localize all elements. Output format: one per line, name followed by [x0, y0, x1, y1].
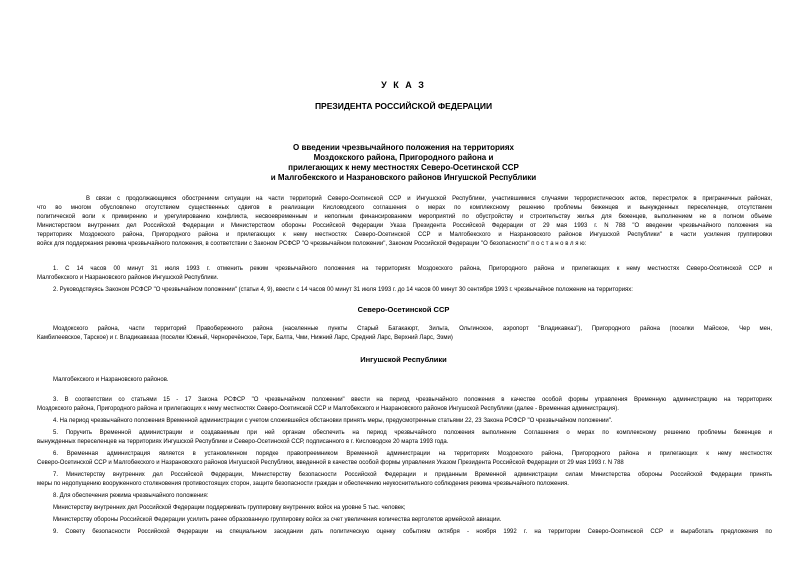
section-heading-north-ossetia: Северо-Осетинской ССР: [357, 305, 450, 314]
text-line: войск для поддержания режима чрезвычайного положения, в соответствии с Законом РСФСР "О чрезвычайном положении", Законом Российской Федерации "О безопасности" п о с т а н о в л я ю:: [37, 241, 587, 247]
text-line: 5. Поручить Временной администрации и создаваемым при ней органам обеспечить на период чрезвычайного положения выполнение Соглашения о мерах по комплексному решению проблемы беженцев и: [53, 430, 772, 436]
text-line: Министерству внутренних дел Российской Федерации поддерживать группировку внутренних войск на уровне 5 тыс. человек;: [53, 505, 406, 511]
ingushetia-territories: Малгобекского и Назрановского районов.: [53, 377, 169, 383]
section-heading-ingushetia: Ингушской Республики: [360, 355, 447, 364]
clause-9: 9. Совету безопасности Российской Федерации на специальном заседании дать политическую оценку событиям октября - ноября 1992 г. на территории Северо-Осетинской ССР и выработать предложения по: [53, 529, 772, 535]
title-line: О введении чрезвычайного положения на территориях: [293, 143, 514, 152]
title-line: прилегающих к нему местностях Северо-Осетинской ССР: [288, 163, 519, 172]
title-line: и Малгобекского и Назрановского районов Ингушской Республики: [270, 173, 537, 182]
text-line: В связи с продолжающимся обострением ситуации на части территорий Северо-Осетинской ССР и Ингушской Республики, участившимися случаями террористических актов, перестрелок в приграничных районах,: [86, 196, 772, 202]
text-line: что во многом обусловлено отсутствием существенных сдвигов в реализации Кисловодского соглашения о мерах по комплексному решению проблемы беженцев и вынужденных переселенцев, отсутствием: [37, 205, 772, 211]
clause-4: 4. На период чрезвычайного положения Временной администрации с учетом сложившейся обстановки принять меры, предусмотренные статьями 22, 23 Закона РСФСР "О чрезвычайном положении".: [53, 418, 613, 424]
title-line: Моздокского района, Пригородного района и: [313, 153, 494, 162]
text-line: Северо-Осетинской ССР и Малгобекского и Назрановского районов Ингушской Республики, введенной в качестве особой формы управления Указом Президента Российской Федерации от 29 мая 1993 г. N 788: [37, 460, 624, 466]
text-line: политической воли к примирению и урегулированию конфликта, несвоевременным и неполным финансированием мероприятий по обустройству и строительству жилья для беженцев, выполнением не в полном объеме: [37, 214, 772, 220]
text-line: 6. Временная администрация является в установленном порядке правопреемником Временной администрации на территориях Моздокского района, Пригородного района и прилегающих к нему местностях: [53, 451, 772, 457]
text-line: Малгобекского и Назрановского районов Ингушской Республики.: [37, 275, 219, 281]
text-line: Моздокского района, части территорий Правобережного района (населенные пункты Старый Батакаюрт, Зильга, Ольгинское, аэропорт "Владикавказ"), Пригородного района (поселки Майское, Чер мен,: [53, 326, 772, 332]
text-line: меры по недопущению вооруженного столкновения противостоящих сторон, защите безопасности граждан и обеспечению неукоснительного соблюдения режима чрезвычайного положения.: [37, 481, 569, 487]
text-line: 1. С 14 часов 00 минут 31 июля 1993 г. отменить режим чрезвычайного положения на территориях Моздокского района, Пригородного района и прилегающих к нему местностях Северо-Осетинской ССР и: [53, 266, 772, 272]
text-line: Министерству обороны Российской Федерации усилить ранее образованную группировку войск за счет увеличения количества вертолетов армейской авиации.: [53, 517, 502, 523]
text-line: 8. Для обеспечения режима чрезвычайного положения:: [53, 493, 209, 499]
text-line: Моздокского района, Пригородного района и прилегающих к нему местностях Северо-Осетинской ССР и Малгобекского и Назрановского районов Ингушской Республики (далее - Временная администрация).: [37, 406, 619, 412]
text-line: территориях Моздокского района, Пригородного района и прилегающих к нему местностях Северо-Осетинской ССР и Малгобекского и Назрановского районов Ингушской Республики" в части усиления группировки: [37, 232, 772, 238]
decree-heading: У К А З: [381, 80, 426, 90]
text-line: 3. В соответствии со статьями 15 - 17 Закона РСФСР "О чрезвычайном положении" ввести на период чрезвычайного положения в качестве особой формы управления Временную администрацию на территориях: [53, 397, 772, 403]
text-line: вынужденных переселенцев на территориях Ингушской Республики и Северо-Осетинской ССР, подписанного в г. Кисловодске 20 марта 1993 года.: [37, 439, 449, 445]
text-line: Министерством внутренних дел Российской Федерации и Министерством обороны Российской Федерации Указа Президента Российской Федерации от 29 мая 1993 г. N 788 "О введении чрезвычайного положения на: [37, 223, 772, 229]
text-line: Камбилеевское, Тарское) и г. Владикавказа (поселки Южный, Черноречёнское, Терк, Балта, Чми, Нижний Ларс, Средний Ларс, Верхний Ларс, Эзми): [37, 335, 453, 341]
clause-2: 2. Руководствуясь Законом РСФСР "О чрезвычайном положении" (статьи 4, 9), ввести с 14 часов 00 минут 31 июля 1993 г. до 14 часов 00 минут 30 сентября 1993 г. чрезвычайное положение на территориях:: [53, 287, 633, 293]
decree-issuer: ПРЕЗИДЕНТА РОССИЙСКОЙ ФЕДЕРАЦИИ: [314, 101, 493, 111]
text-line: 7. Министерству внутренних дел Российской Федерации, Министерству безопасности Российской Федерации и приданным Временной администрации силам Министерства обороны Российской Федерации принять: [53, 472, 772, 478]
